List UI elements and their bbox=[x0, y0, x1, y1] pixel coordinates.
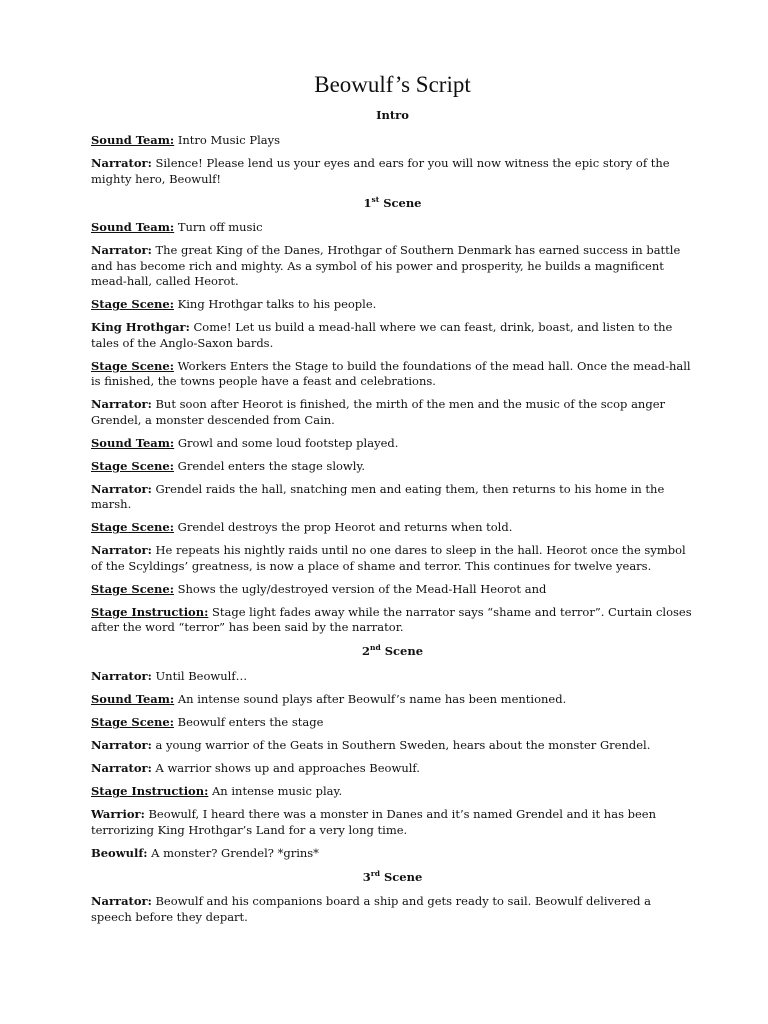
script-line bbox=[91, 807, 694, 838]
script-line bbox=[91, 436, 694, 452]
speaker-label: Stage Instruction: bbox=[91, 784, 209, 799]
line-text: A monster? Grendel? *grins* bbox=[147, 845, 319, 860]
speaker-label: Narrator: bbox=[91, 243, 152, 258]
scene-heading-text: Intro bbox=[376, 108, 409, 122]
speaker-label: Narrator: bbox=[91, 894, 152, 909]
script-line bbox=[91, 156, 694, 187]
line-text: Grendel enters the stage slowly. bbox=[173, 458, 366, 473]
speaker-label: Sound Team: bbox=[91, 133, 175, 147]
script-line bbox=[91, 520, 694, 536]
speaker-label: Stage Scene: bbox=[91, 297, 174, 312]
script-line bbox=[91, 220, 694, 236]
line-text: Stage light fades away while the narrator says “shame and terror”. Curtain closes after the word “terror” has been said by the narrator. bbox=[91, 604, 692, 635]
speaker-label: Sound Team: bbox=[91, 435, 175, 450]
speaker-label: Stage Scene: bbox=[91, 715, 174, 730]
scene-heading bbox=[91, 643, 694, 658]
scene-heading bbox=[91, 195, 694, 210]
script-line bbox=[91, 894, 694, 925]
speaker-label: Narrator: bbox=[91, 481, 152, 496]
document-title: Beowulf’s Script bbox=[314, 72, 471, 97]
line-text: Come! Let us build a mead-hall where we can feast, drink, boast, and listen to the tales of the Anglo-Saxon bards. bbox=[91, 320, 673, 350]
line-text: Beowulf, I heard there was a monster in Danes and it’s named Grendel and it has been terrorizing King Hrothgar’s Land for a very long time. bbox=[91, 807, 657, 837]
speaker-label: Narrator: bbox=[91, 397, 152, 412]
scene-heading-text: 1 bbox=[363, 195, 372, 210]
speaker-label: Narrator: bbox=[91, 738, 152, 753]
line-text: Beowulf enters the stage bbox=[173, 715, 324, 730]
speaker-label: Stage Scene: bbox=[91, 581, 174, 596]
speaker-label: Stage Scene: bbox=[91, 520, 174, 535]
scene-heading bbox=[91, 869, 694, 884]
line-text: Growl and some loud footstep played. bbox=[174, 435, 399, 450]
speaker-label: Beowulf: bbox=[91, 845, 148, 860]
speaker-label: Narrator: bbox=[91, 669, 152, 684]
line-text: An intense music play. bbox=[208, 784, 343, 799]
scene-ordinal-suffix: rd bbox=[370, 868, 380, 878]
script-line bbox=[91, 605, 694, 636]
scene-heading-suffix: Scene bbox=[379, 195, 422, 210]
script-line bbox=[91, 738, 694, 754]
scene-heading-suffix: Scene bbox=[379, 869, 423, 884]
script-line bbox=[91, 715, 694, 731]
line-text: Grendel destroys the prop Heorot and returns when told. bbox=[173, 520, 513, 535]
scene-ordinal-suffix: nd bbox=[370, 643, 381, 653]
speaker-label: Narrator: bbox=[91, 156, 152, 170]
line-text: Workers Enters the Stage to build the foundations of the mead hall. Once the mead-hall is finished, the towns people have a feast and celebrations. bbox=[91, 358, 691, 389]
script-line bbox=[91, 320, 694, 351]
speaker-label: Narrator: bbox=[91, 543, 152, 558]
line-text: Beowulf and his companions board a ship and gets ready to sail. Beowulf delivered a speech before they depart. bbox=[91, 894, 651, 924]
script-line bbox=[91, 297, 694, 313]
script-line bbox=[91, 482, 694, 513]
line-text: Intro Music Plays bbox=[174, 133, 281, 147]
line-text: But soon after Heorot is finished, the mirth of the men and the music of the scop anger Grendel, a monster descended from Cain. bbox=[91, 397, 665, 427]
speaker-label: Stage Instruction: bbox=[91, 604, 209, 619]
script-line bbox=[91, 761, 694, 777]
line-text: Until Beowulf… bbox=[151, 669, 248, 684]
line-text: He repeats his nightly raids until no one dares to sleep in the hall. Heorot once the symbol of the Scyldings’ greatness, is now a place of shame and terror. This continues for twelve years. bbox=[91, 543, 686, 573]
scene-heading-text: 2 bbox=[361, 644, 370, 659]
speaker-label: Stage Scene: bbox=[91, 358, 174, 373]
script-line bbox=[91, 669, 694, 685]
script-line bbox=[91, 459, 694, 475]
speaker-label: Sound Team: bbox=[91, 220, 175, 235]
script-line bbox=[91, 846, 694, 862]
script-line bbox=[91, 784, 694, 800]
script-line bbox=[91, 397, 694, 428]
speaker-label: Narrator: bbox=[91, 761, 152, 776]
scene-heading bbox=[91, 108, 694, 122]
line-text: Shows the ugly/destroyed version of the Mead-Hall Heorot and bbox=[173, 581, 547, 596]
line-text: Grendel raids the hall, snatching men and eating them, then returns to his home in the marsh. bbox=[91, 481, 665, 512]
line-text: a young warrior of the Geats in Southern Sweden, hears about the monster Grendel. bbox=[151, 738, 651, 753]
speaker-label: King Hrothgar: bbox=[91, 320, 190, 335]
script-line bbox=[91, 243, 694, 290]
script-body bbox=[91, 108, 694, 925]
script-line bbox=[91, 359, 694, 390]
scene-ordinal-suffix: st bbox=[371, 194, 380, 204]
scene-heading-suffix: Scene bbox=[380, 644, 424, 659]
line-text: An intense sound plays after Beowulf’s name has been mentioned. bbox=[174, 692, 567, 707]
script-line bbox=[91, 582, 694, 598]
scene-heading-text: 3 bbox=[362, 869, 371, 884]
line-text: Turn off music bbox=[174, 220, 263, 235]
speaker-label: Warrior: bbox=[91, 807, 145, 822]
script-line bbox=[91, 692, 694, 708]
speaker-label: Stage Scene: bbox=[91, 458, 174, 473]
line-text: A warrior shows up and approaches Beowulf. bbox=[151, 761, 420, 776]
line-text: King Hrothgar talks to his people. bbox=[173, 297, 377, 312]
line-text: The great King of the Danes, Hrothgar of Southern Denmark has earned success in battle and has become rich and mighty. As a symbol of his power and prosperity, he builds a magnificent mead-hall, called Heorot. bbox=[91, 243, 681, 289]
script-line bbox=[91, 543, 694, 574]
script-line bbox=[91, 133, 694, 149]
line-text: Silence! Please lend us your eyes and ears for you will now witness the epic story of the mighty hero, Beowulf! bbox=[91, 156, 670, 186]
speaker-label: Sound Team: bbox=[91, 692, 175, 707]
